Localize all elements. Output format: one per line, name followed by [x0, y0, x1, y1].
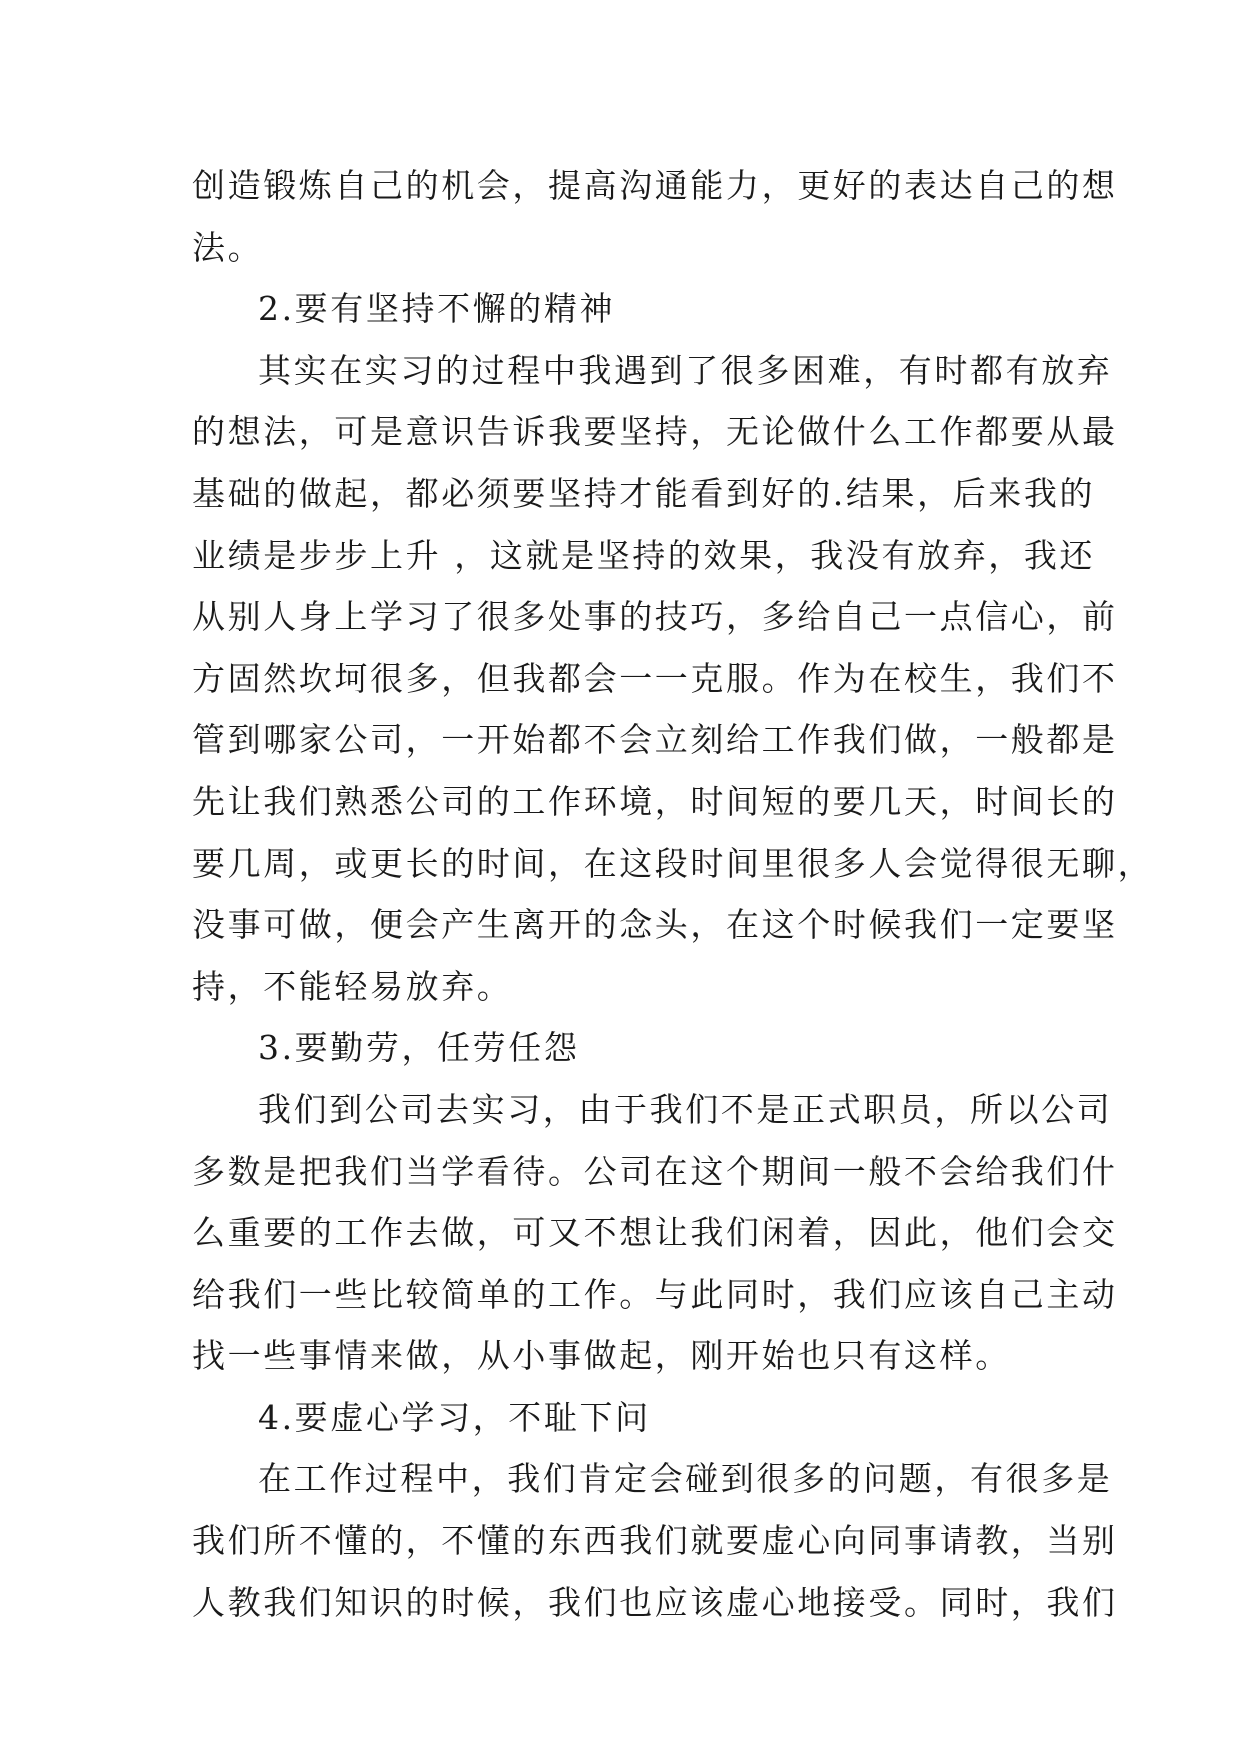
- text-line: 的想法，可是意识告诉我要坚持，无论做什么工作都要从最: [192, 412, 1118, 452]
- text-line: 没事可做，便会产生离开的念头，在这个时候我们一定要坚: [192, 905, 1118, 945]
- text-line: 基础的做起，都必须要坚持才能看到好的.结果，后来我的: [192, 473, 1096, 513]
- text-line: 找一些事情来做，从小事做起，刚开始也只有这样。: [192, 1336, 1011, 1376]
- text-line: 我们到公司去实习，由于我们不是正式职员，所以公司: [258, 1089, 1113, 1129]
- text-line: 我们所不懂的，不懂的东西我们就要虚心向同事请教，当别: [192, 1521, 1118, 1561]
- text-line: 持，不能轻易放弃。: [192, 966, 513, 1006]
- text-line: 在工作过程中，我们肯定会碰到很多的问题，有很多是: [258, 1459, 1113, 1499]
- text-line: 先让我们熟悉公司的工作环境，时间短的要几天，时间长的: [192, 781, 1118, 821]
- text-line: 给我们一些比较简单的工作。与此同时，我们应该自己主动: [192, 1274, 1118, 1314]
- body-text: [192, 155, 1154, 1633]
- text-line: 业绩是步步上升 ，这就是坚持的效果，我没有放弃，我还: [192, 535, 1096, 575]
- section-heading: 3.要勤劳，任劳任怨: [258, 1028, 580, 1068]
- text-line: 法。: [192, 227, 264, 267]
- text-line: 么重要的工作去做，可又不想让我们闲着，因此，他们会交: [192, 1213, 1118, 1253]
- section-heading: 4.要虚心学习，不耻下问: [258, 1397, 651, 1437]
- text-line: 创造锻炼自己的机会，提高沟通能力，更好的表达自己的想: [192, 166, 1118, 205]
- section-heading: 2.要有坚持不懈的精神: [258, 289, 616, 329]
- text-line: 管到哪家公司，一开始都不会立刻给工作我们做，一般都是: [192, 720, 1118, 760]
- text-line: 其实在实习的过程中我遇到了很多困难，有时都有放弃: [258, 350, 1113, 390]
- text-line: 人教我们知识的时候，我们也应该虚心地接受。同时，我们: [192, 1582, 1118, 1622]
- text-line: 多数是把我们当学看待。公司在这个期间一般不会给我们什: [192, 1151, 1118, 1191]
- text-line: 要几周，或更长的时间，在这段时间里很多人会觉得很无聊，: [192, 843, 1154, 883]
- text-line: 从别人身上学习了很多处事的技巧，多给自己一点信心，前: [192, 597, 1118, 637]
- text-line: 方固然坎坷很多，但我都会一一克服。作为在校生，我们不: [192, 658, 1118, 698]
